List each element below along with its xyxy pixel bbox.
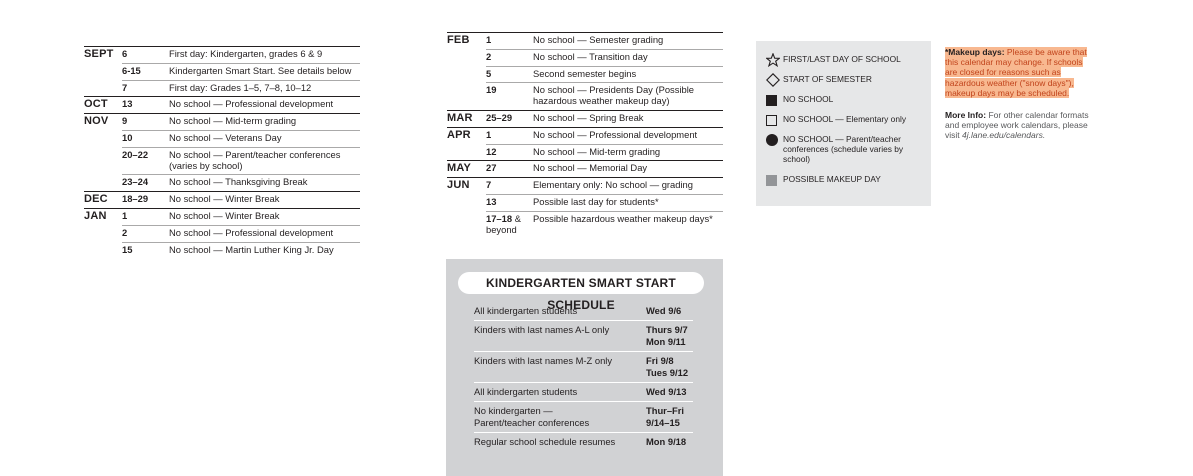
event-label: No school — Mid-term grading bbox=[533, 144, 723, 161]
makeup-label: *Makeup days: bbox=[945, 47, 1005, 57]
smart-start-group: Regular school schedule resumes bbox=[474, 433, 646, 452]
date-label: 12 bbox=[486, 144, 533, 161]
smart-start-date: Thur–Fri 9/14–15 bbox=[646, 402, 693, 433]
event-label: No school — Professional development bbox=[169, 225, 360, 242]
calendar-row bbox=[84, 192, 360, 209]
smart-start-date: Wed 9/6 bbox=[646, 305, 682, 316]
event-label: No school — Mid-term grading bbox=[169, 114, 360, 131]
legend-item-makeup: POSSIBLE MAKEUP DAY bbox=[766, 173, 923, 187]
smart-start-row bbox=[474, 402, 693, 433]
event-label: Second semester begins bbox=[533, 66, 723, 83]
date-label: 7 bbox=[486, 178, 533, 195]
calendar-row bbox=[447, 194, 723, 211]
month-label: JAN bbox=[84, 208, 122, 225]
event-label: No school — Professional development bbox=[169, 97, 360, 114]
smart-start-row bbox=[474, 383, 693, 402]
month-label bbox=[447, 49, 486, 66]
date-label: 13 bbox=[122, 97, 169, 114]
calendar-row bbox=[84, 47, 360, 64]
event-label: No school — Professional development bbox=[533, 127, 723, 144]
month-label: OCT bbox=[84, 97, 122, 114]
month-label: SEPT bbox=[84, 47, 122, 64]
date-label: 13 bbox=[486, 194, 533, 211]
month-label bbox=[447, 211, 486, 238]
date-label: 10 bbox=[122, 130, 169, 147]
event-label: No school — Transition day bbox=[533, 49, 723, 66]
smart-start-group: Kinders with last names M-Z only bbox=[474, 352, 646, 383]
fall-calendar-table bbox=[84, 46, 360, 258]
smart-start-panel bbox=[446, 259, 723, 476]
event-label: No school — Presidents Day (Possible hazardous weather makeup day) bbox=[533, 83, 723, 111]
event-label: No school — Semester grading bbox=[533, 33, 723, 50]
calendar-link[interactable]: 4j.lane.edu/calendars. bbox=[962, 130, 1046, 141]
date-label: 20–22 bbox=[122, 147, 169, 175]
month-label: DEC bbox=[84, 192, 122, 209]
event-label: Elementary only: No school — grading bbox=[533, 178, 723, 195]
calendar-row bbox=[447, 33, 723, 50]
date-label: 9 bbox=[122, 114, 169, 131]
smart-start-date: Wed 9/13 bbox=[646, 383, 693, 402]
date-label: 6 bbox=[122, 47, 169, 64]
event-label: First day: Kindergarten, grades 6 & 9 bbox=[169, 47, 360, 64]
event-label: No school — Memorial Day bbox=[533, 161, 723, 178]
legend-item-conferences: NO SCHOOL — Parent/teacher conferences (schedule varies by school) bbox=[766, 133, 923, 164]
event-label: No school — Martin Luther King Jr. Day bbox=[169, 242, 360, 258]
smart-start-row bbox=[474, 433, 693, 452]
date-label: 6-15 bbox=[122, 63, 169, 80]
event-label: No school — Winter Break bbox=[169, 208, 360, 225]
smart-start-title: KINDERGARTEN SMART START SCHEDULE bbox=[458, 272, 704, 294]
month-label: APR bbox=[447, 127, 486, 144]
month-label bbox=[447, 194, 486, 211]
month-label bbox=[84, 147, 122, 175]
calendar-row bbox=[447, 110, 723, 127]
calendar-row bbox=[447, 144, 723, 161]
legend-item-no-school: NO SCHOOL bbox=[766, 93, 923, 107]
date-label: 27 bbox=[486, 161, 533, 178]
calendar-row bbox=[84, 175, 360, 192]
smart-start-row bbox=[474, 302, 693, 321]
calendar-row bbox=[84, 208, 360, 225]
notes bbox=[945, 47, 1095, 141]
diamond-icon bbox=[766, 73, 780, 87]
smart-start-group: Kinders with last names A-L only bbox=[474, 321, 646, 352]
more-info-label: More Info: bbox=[945, 110, 987, 121]
month-label: JUN bbox=[447, 178, 486, 195]
month-label bbox=[84, 130, 122, 147]
month-label bbox=[84, 242, 122, 258]
month-label: MAR bbox=[447, 110, 486, 127]
calendar-row bbox=[84, 63, 360, 80]
star-icon bbox=[766, 53, 780, 67]
date-label: 18–29 bbox=[122, 192, 169, 209]
calendar-row bbox=[447, 161, 723, 178]
smart-start-row bbox=[474, 321, 693, 352]
calendar-row bbox=[84, 80, 360, 97]
date-label: 1 bbox=[486, 127, 533, 144]
smart-start-date: Thurs 9/7 Mon 9/11 bbox=[646, 321, 693, 352]
date-label: 23–24 bbox=[122, 175, 169, 192]
filled-circle-icon bbox=[766, 134, 778, 146]
date-label: 15 bbox=[122, 242, 169, 258]
more-info-text: For other calendar formats and employee work calendars, please visit bbox=[945, 110, 1089, 141]
event-label: No school — Parent/teacher conferences (varies by school) bbox=[169, 147, 360, 175]
legend-item-elementary: NO SCHOOL — Elementary only bbox=[766, 113, 923, 127]
calendar-row bbox=[84, 225, 360, 242]
smart-start-group: All kindergarten students bbox=[474, 383, 646, 402]
calendar-row bbox=[447, 178, 723, 195]
smart-start-group: No kindergarten — Parent/teacher conferences bbox=[474, 402, 646, 433]
more-info-note bbox=[945, 110, 1095, 141]
event-label: No school — Winter Break bbox=[169, 192, 360, 209]
event-label: First day: Grades 1–5, 7–8, 10–12 bbox=[169, 80, 360, 97]
date-label: 7 bbox=[122, 80, 169, 97]
calendar-row bbox=[84, 97, 360, 114]
legend-item-first-last: FIRST/LAST DAY OF SCHOOL bbox=[766, 53, 923, 67]
month-label bbox=[84, 80, 122, 97]
month-label bbox=[84, 225, 122, 242]
calendar-row bbox=[84, 147, 360, 175]
calendar-row bbox=[84, 114, 360, 131]
month-label bbox=[84, 63, 122, 80]
calendar-row bbox=[84, 130, 360, 147]
smart-start-row bbox=[474, 352, 693, 383]
date-label: 2 bbox=[486, 49, 533, 66]
makeup-note bbox=[945, 47, 1095, 98]
calendar-row bbox=[447, 211, 723, 238]
calendar-row bbox=[447, 127, 723, 144]
gray-square-icon bbox=[766, 175, 777, 186]
month-label bbox=[447, 144, 486, 161]
month-label bbox=[447, 83, 486, 111]
event-label: Kindergarten Smart Start. See details below bbox=[169, 63, 360, 80]
date-label: 5 bbox=[486, 66, 533, 83]
month-label bbox=[84, 175, 122, 192]
month-label: NOV bbox=[84, 114, 122, 131]
empty-square-icon bbox=[766, 115, 777, 126]
legend-item-semester: START OF SEMESTER bbox=[766, 73, 923, 87]
calendar-row bbox=[447, 49, 723, 66]
date-label: 25–29 bbox=[486, 110, 533, 127]
date-label: 1 bbox=[486, 33, 533, 50]
event-label: No school — Veterans Day bbox=[169, 130, 360, 147]
month-label: FEB bbox=[447, 33, 486, 50]
date-label: 2 bbox=[122, 225, 169, 242]
smart-start-date: Mon 9/18 bbox=[646, 433, 693, 452]
filled-square-icon bbox=[766, 95, 777, 106]
makeup-text: Please be aware that this calendar may change. If schools are closed for reasons such as hazardous weather ("snow days"), makeup days may be scheduled. bbox=[945, 47, 1087, 98]
smart-start-group: All kindergarten students bbox=[474, 305, 578, 316]
event-label: Possible hazardous weather makeup days* bbox=[533, 211, 723, 238]
legend bbox=[756, 41, 931, 206]
smart-start-table bbox=[474, 302, 693, 451]
calendar-row bbox=[447, 66, 723, 83]
date-label: 19 bbox=[486, 83, 533, 111]
date-label bbox=[486, 211, 533, 238]
event-label: No school — Spring Break bbox=[533, 110, 723, 127]
date-label: 1 bbox=[122, 208, 169, 225]
calendar-row bbox=[84, 242, 360, 258]
calendar-row bbox=[447, 83, 723, 111]
spring-calendar-table bbox=[447, 32, 723, 238]
month-label: MAY bbox=[447, 161, 486, 178]
month-label bbox=[447, 66, 486, 83]
date-suffix: & beyond bbox=[486, 212, 521, 235]
smart-start-date: Fri 9/8 Tues 9/12 bbox=[646, 352, 693, 383]
event-label: No school — Thanksgiving Break bbox=[169, 175, 360, 192]
date-value: 17–18 bbox=[486, 212, 513, 224]
event-label: Possible last day for students* bbox=[533, 194, 723, 211]
